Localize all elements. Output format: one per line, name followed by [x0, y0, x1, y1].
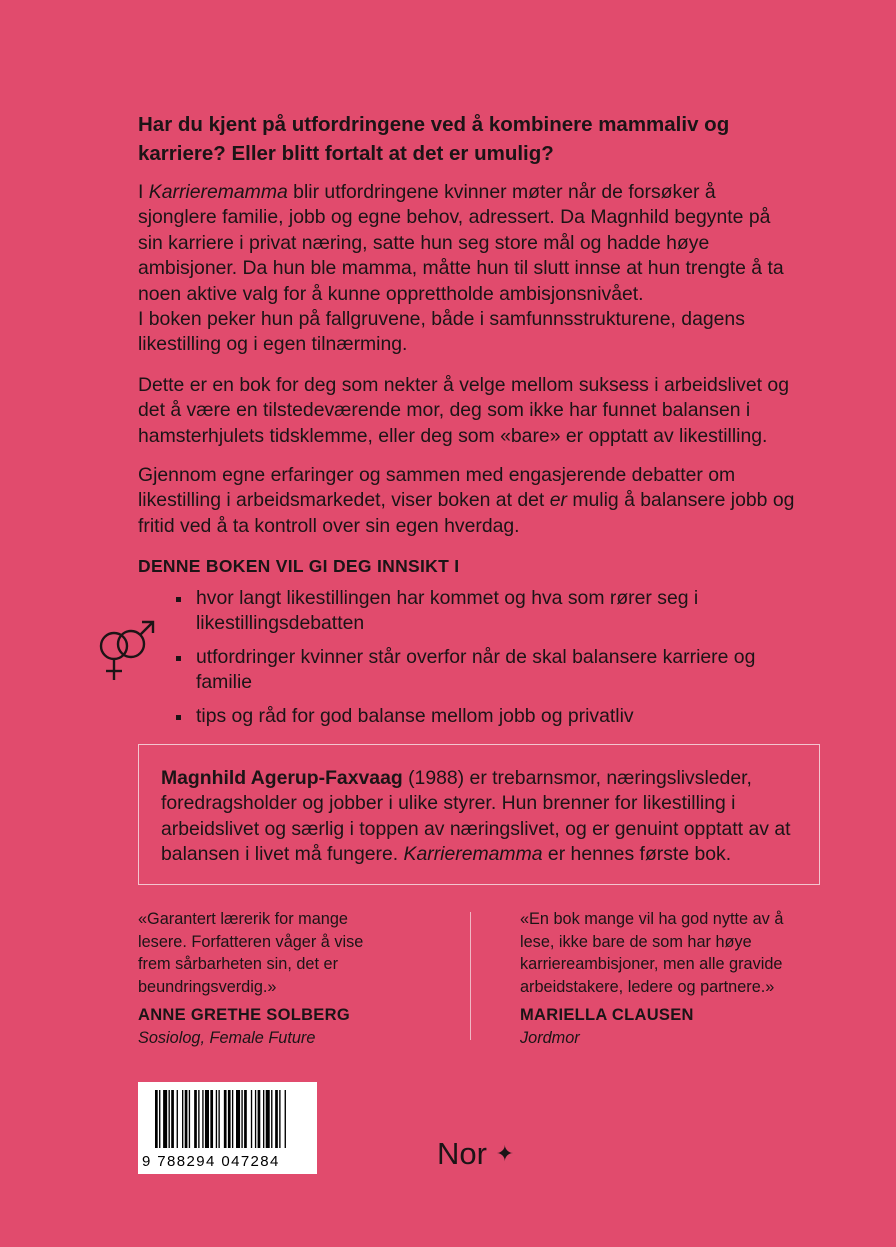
- barcode-bar: [202, 1090, 203, 1148]
- isbn-barcode: [138, 1082, 317, 1174]
- barcode-bar: [169, 1090, 170, 1148]
- para1-prefix: I: [138, 181, 149, 203]
- barcode-bar: [182, 1090, 183, 1148]
- barcode-bar: [198, 1090, 199, 1148]
- author-name: Magnhild Agerup-Faxvaag: [161, 767, 403, 789]
- barcode-bar: [228, 1090, 231, 1148]
- blurb-right: [520, 908, 810, 1050]
- author-bio: [161, 766, 807, 868]
- publisher-logo: [437, 1136, 514, 1172]
- barcode-bar: [218, 1090, 219, 1148]
- barcode-bar: [163, 1090, 167, 1148]
- insight-heading: DENNE BOKEN VIL GI DEG INNSIKT I: [138, 556, 460, 576]
- barcode-bar: [224, 1090, 227, 1148]
- blurb-left: [138, 908, 398, 1050]
- author-bio-box: [138, 744, 820, 885]
- para1-body: blir utfordringene kvinner møter når de forsøker å sjonglere familie, jobb og egne behov, adressert. Da Magnhild begynte på sin karriere i privat næring, satte hun seg store mål og hadde høye ambisjoner. Da hun ble mamma, måtte hun til slutt innse at hun trengte å ta noen aktive valg for å kunne opprettholde ambisjonsnivået.: [138, 181, 784, 305]
- author-bio-book-title: Karrieremamma: [403, 843, 543, 866]
- blurb-author-role: Sosiolog, Female Future: [138, 1028, 316, 1047]
- barcode-bar: [241, 1090, 242, 1148]
- blurb-divider: [470, 912, 471, 1040]
- barcode-bar: [263, 1090, 264, 1148]
- insight-item: hvor langt likestillingen har kommet og hva som rører seg i likestillingsdebatten: [176, 586, 776, 637]
- barcode-bar: [279, 1090, 280, 1148]
- barcode-bar: [189, 1090, 190, 1148]
- barcode-bar: [271, 1090, 272, 1148]
- blurb-text: «Garantert lærerik for mange lesere. Forfatteren våger å vise frem sårbarheten sin, det er beundringsverdig.»: [138, 910, 364, 996]
- isbn-digits: 9 788294 047284: [142, 1153, 280, 1170]
- barcode-bar: [177, 1090, 178, 1148]
- barcode-bar: [171, 1090, 174, 1148]
- barcode-bar: [185, 1090, 188, 1148]
- barcode-bar: [155, 1090, 158, 1148]
- description-paragraph-1: [138, 180, 798, 358]
- barcode-bar: [205, 1090, 209, 1148]
- barcode-bar: [266, 1090, 270, 1148]
- publisher-star-icon: ✦: [495, 1141, 515, 1166]
- description-paragraph-2: Dette er en bok for deg som nekter å velge mellom suksess i arbeidslivet og det å være en tilstedeværende mor, deg som ikke har funnet balansen i hamsterhjulets tidsklemme, eller deg som «bare» er opptatt av likestilling.: [138, 374, 789, 447]
- barcode-bar: [258, 1090, 261, 1148]
- blurb-author: MARIELLA CLAUSEN: [520, 1006, 694, 1025]
- gender-symbol-icon: [95, 620, 157, 682]
- para3-before: Gjennom egne erfaringer og sammen med engasjerende debatter om likestilling i arbeidsmarkedet, viser boken at det: [138, 464, 736, 512]
- author-bio-text: (1988) er trebarnsmor, næringslivsleder, foredragsholder og jobber i ulike styrer. Hun brenner for likestilling i arbeidslivet og særlig i toppen av næringslivet, og er genuint opptatt av at balansen i livet må fungere.: [161, 767, 791, 866]
- publisher-name: Nor: [437, 1136, 487, 1171]
- barcode-bar: [216, 1090, 217, 1148]
- lead-question: Har du kjent på utfordringene ved å kombinere mammaliv og karriere? Eller blitt fortalt at det er umulig?: [138, 113, 730, 165]
- blurb-author: ANNE GRETHE SOLBERG: [138, 1006, 350, 1025]
- barcode-bar: [232, 1090, 233, 1148]
- barcode-bar: [210, 1090, 213, 1148]
- book-title-italic: Karrieremamma: [148, 181, 288, 203]
- blurb-author-role: Jordmor: [520, 1028, 580, 1047]
- barcode-bar: [251, 1090, 252, 1148]
- author-bio-end: er hennes første bok.: [542, 843, 732, 866]
- barcode-bar: [194, 1090, 197, 1148]
- para3-after: mulig å balansere jobb og fritid ved å ta kontroll over sin egen hverdag.: [138, 489, 795, 537]
- barcode-bar: [285, 1090, 286, 1148]
- barcode-bar: [236, 1090, 240, 1148]
- insight-list: [176, 586, 776, 737]
- barcode-bar: [159, 1090, 160, 1148]
- para3-emphasis: er: [549, 489, 567, 512]
- barcode-bar: [244, 1090, 247, 1148]
- para1-body-2: I boken peker hun på fallgruvene, både i samfunnsstrukturene, dagens likestilling og i egen tilnærming.: [138, 308, 745, 356]
- blurb-text: «En bok mange vil ha god nytte av å lese, ikke bare de som har høye karriereambisjoner, men alle gravide arbeidstakere, ledere og partnere.»: [520, 910, 784, 996]
- insight-item: utfordringer kvinner står overfor når de skal balansere karriere og familie: [176, 645, 776, 696]
- insight-item: tips og råd for god balanse mellom jobb og privatliv: [176, 704, 776, 729]
- barcode-bar: [255, 1090, 256, 1148]
- barcode-bar: [275, 1090, 278, 1148]
- description-paragraph-3: [138, 463, 798, 539]
